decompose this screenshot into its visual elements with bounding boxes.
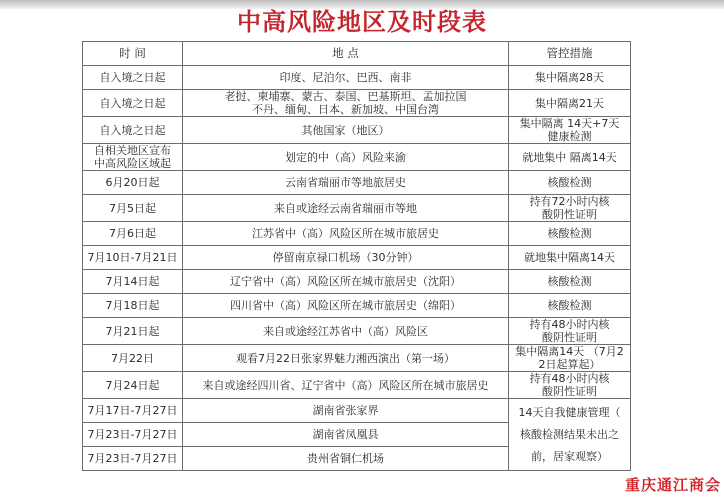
- cell-place: 印度、尼泊尔、巴西、南非: [183, 66, 509, 90]
- cell-measure: 核酸检测: [509, 294, 631, 318]
- table-row: [83, 318, 631, 345]
- column-header-place: 地 点: [183, 42, 509, 66]
- cell-time: 自入境之日起: [83, 117, 183, 144]
- cell-measure-merged: 14天自我健康管理（ 核酸检测结果未出之 前，居家观察）: [509, 399, 631, 471]
- cell-place: 湖南省凤凰县: [183, 423, 509, 447]
- cell-time: 自相关地区宣布 中高风险区域起: [83, 144, 183, 171]
- cell-time: 7月24日起: [83, 372, 183, 399]
- cell-measure: 核酸检测: [509, 270, 631, 294]
- watermark: 重庆通江商会: [624, 476, 721, 494]
- column-header-measure: 管控措施: [509, 42, 631, 66]
- cell-time: 7月23日-7月27日: [83, 447, 183, 471]
- cell-measure: 集中隔离28天: [509, 66, 631, 90]
- cell-time: 7月17日-7月27日: [83, 399, 183, 423]
- table-row: [83, 294, 631, 318]
- cell-time: 7月6日起: [83, 222, 183, 246]
- cell-measure: 核酸检测: [509, 171, 631, 195]
- cell-time: 7月22日: [83, 345, 183, 372]
- cell-measure: 就地集中隔离14天: [509, 246, 631, 270]
- cell-time: 7月14日起: [83, 270, 183, 294]
- table-row: [83, 171, 631, 195]
- cell-place: 来自或途经四川省、辽宁省中（高）风险区所在城市旅居史: [183, 372, 509, 399]
- cell-measure: 就地集中 隔离14天: [509, 144, 631, 171]
- page-title: 中高风险地区及时段表: [237, 8, 487, 36]
- table-row: [83, 345, 631, 372]
- table-row: [83, 246, 631, 270]
- cell-place: 云南省瑞丽市等地旅居史: [183, 171, 509, 195]
- cell-place: 观看7月22日张家界魅力湘西演出（第一场）: [183, 345, 509, 372]
- cell-measure: 持有72小时内核 酸阴性证明: [509, 195, 631, 222]
- cell-place: 其他国家（地区）: [183, 117, 509, 144]
- cell-time: 7月18日起: [83, 294, 183, 318]
- column-header-time: 时 间: [83, 42, 183, 66]
- cell-place: 停留南京禄口机场（30分钟）: [183, 246, 509, 270]
- cell-place: 来自或途经江苏省中（高）风险区: [183, 318, 509, 345]
- cell-place: 来自或途经云南省瑞丽市等地: [183, 195, 509, 222]
- cell-place: 贵州省铜仁机场: [183, 447, 509, 471]
- table-row: [83, 66, 631, 90]
- cell-place: 划定的中（高）风险来渝: [183, 144, 509, 171]
- cell-measure: 集中隔离21天: [509, 90, 631, 117]
- table-body: [83, 66, 631, 471]
- table-row: [83, 117, 631, 144]
- cell-time: 7月10日-7月21日: [83, 246, 183, 270]
- table-row: [83, 372, 631, 399]
- table-row: [83, 222, 631, 246]
- table-row: [83, 270, 631, 294]
- cell-measure: 持有48小时内核 酸阴性证明: [509, 318, 631, 345]
- table-row: [83, 195, 631, 222]
- cell-measure: 集中隔离 14天+7天 健康检测: [509, 117, 631, 144]
- cell-measure: 集中隔离14天 （7月2 2日起算起）: [509, 345, 631, 372]
- table-row: [83, 90, 631, 117]
- cell-place: 江苏省中（高）风险区所在城市旅居史: [183, 222, 509, 246]
- risk-area-table: [82, 41, 631, 471]
- cell-place: 四川省中（高）风险区所在城市旅居史（绵阳）: [183, 294, 509, 318]
- cell-time: 7月5日起: [83, 195, 183, 222]
- cell-time: 7月21日起: [83, 318, 183, 345]
- cell-time: 自入境之日起: [83, 66, 183, 90]
- cell-time: 自入境之日起: [83, 90, 183, 117]
- cell-time: 6月20日起: [83, 171, 183, 195]
- cell-place: 辽宁省中（高）风险区所在城市旅居史（沈阳）: [183, 270, 509, 294]
- cell-place: 湖南省张家界: [183, 399, 509, 423]
- cell-time: 7月23日-7月27日: [83, 423, 183, 447]
- cell-place: 老挝、柬埔寨、蒙古、泰国、巴基斯坦、孟加拉国 不丹、缅甸、日本、新加坡、中国台湾: [183, 90, 509, 117]
- table-row: [83, 144, 631, 171]
- table-header-row: [83, 42, 631, 66]
- cell-measure: 持有48小时内核 酸阴性证明: [509, 372, 631, 399]
- cell-measure: 核酸检测: [509, 222, 631, 246]
- table-row: [83, 399, 631, 423]
